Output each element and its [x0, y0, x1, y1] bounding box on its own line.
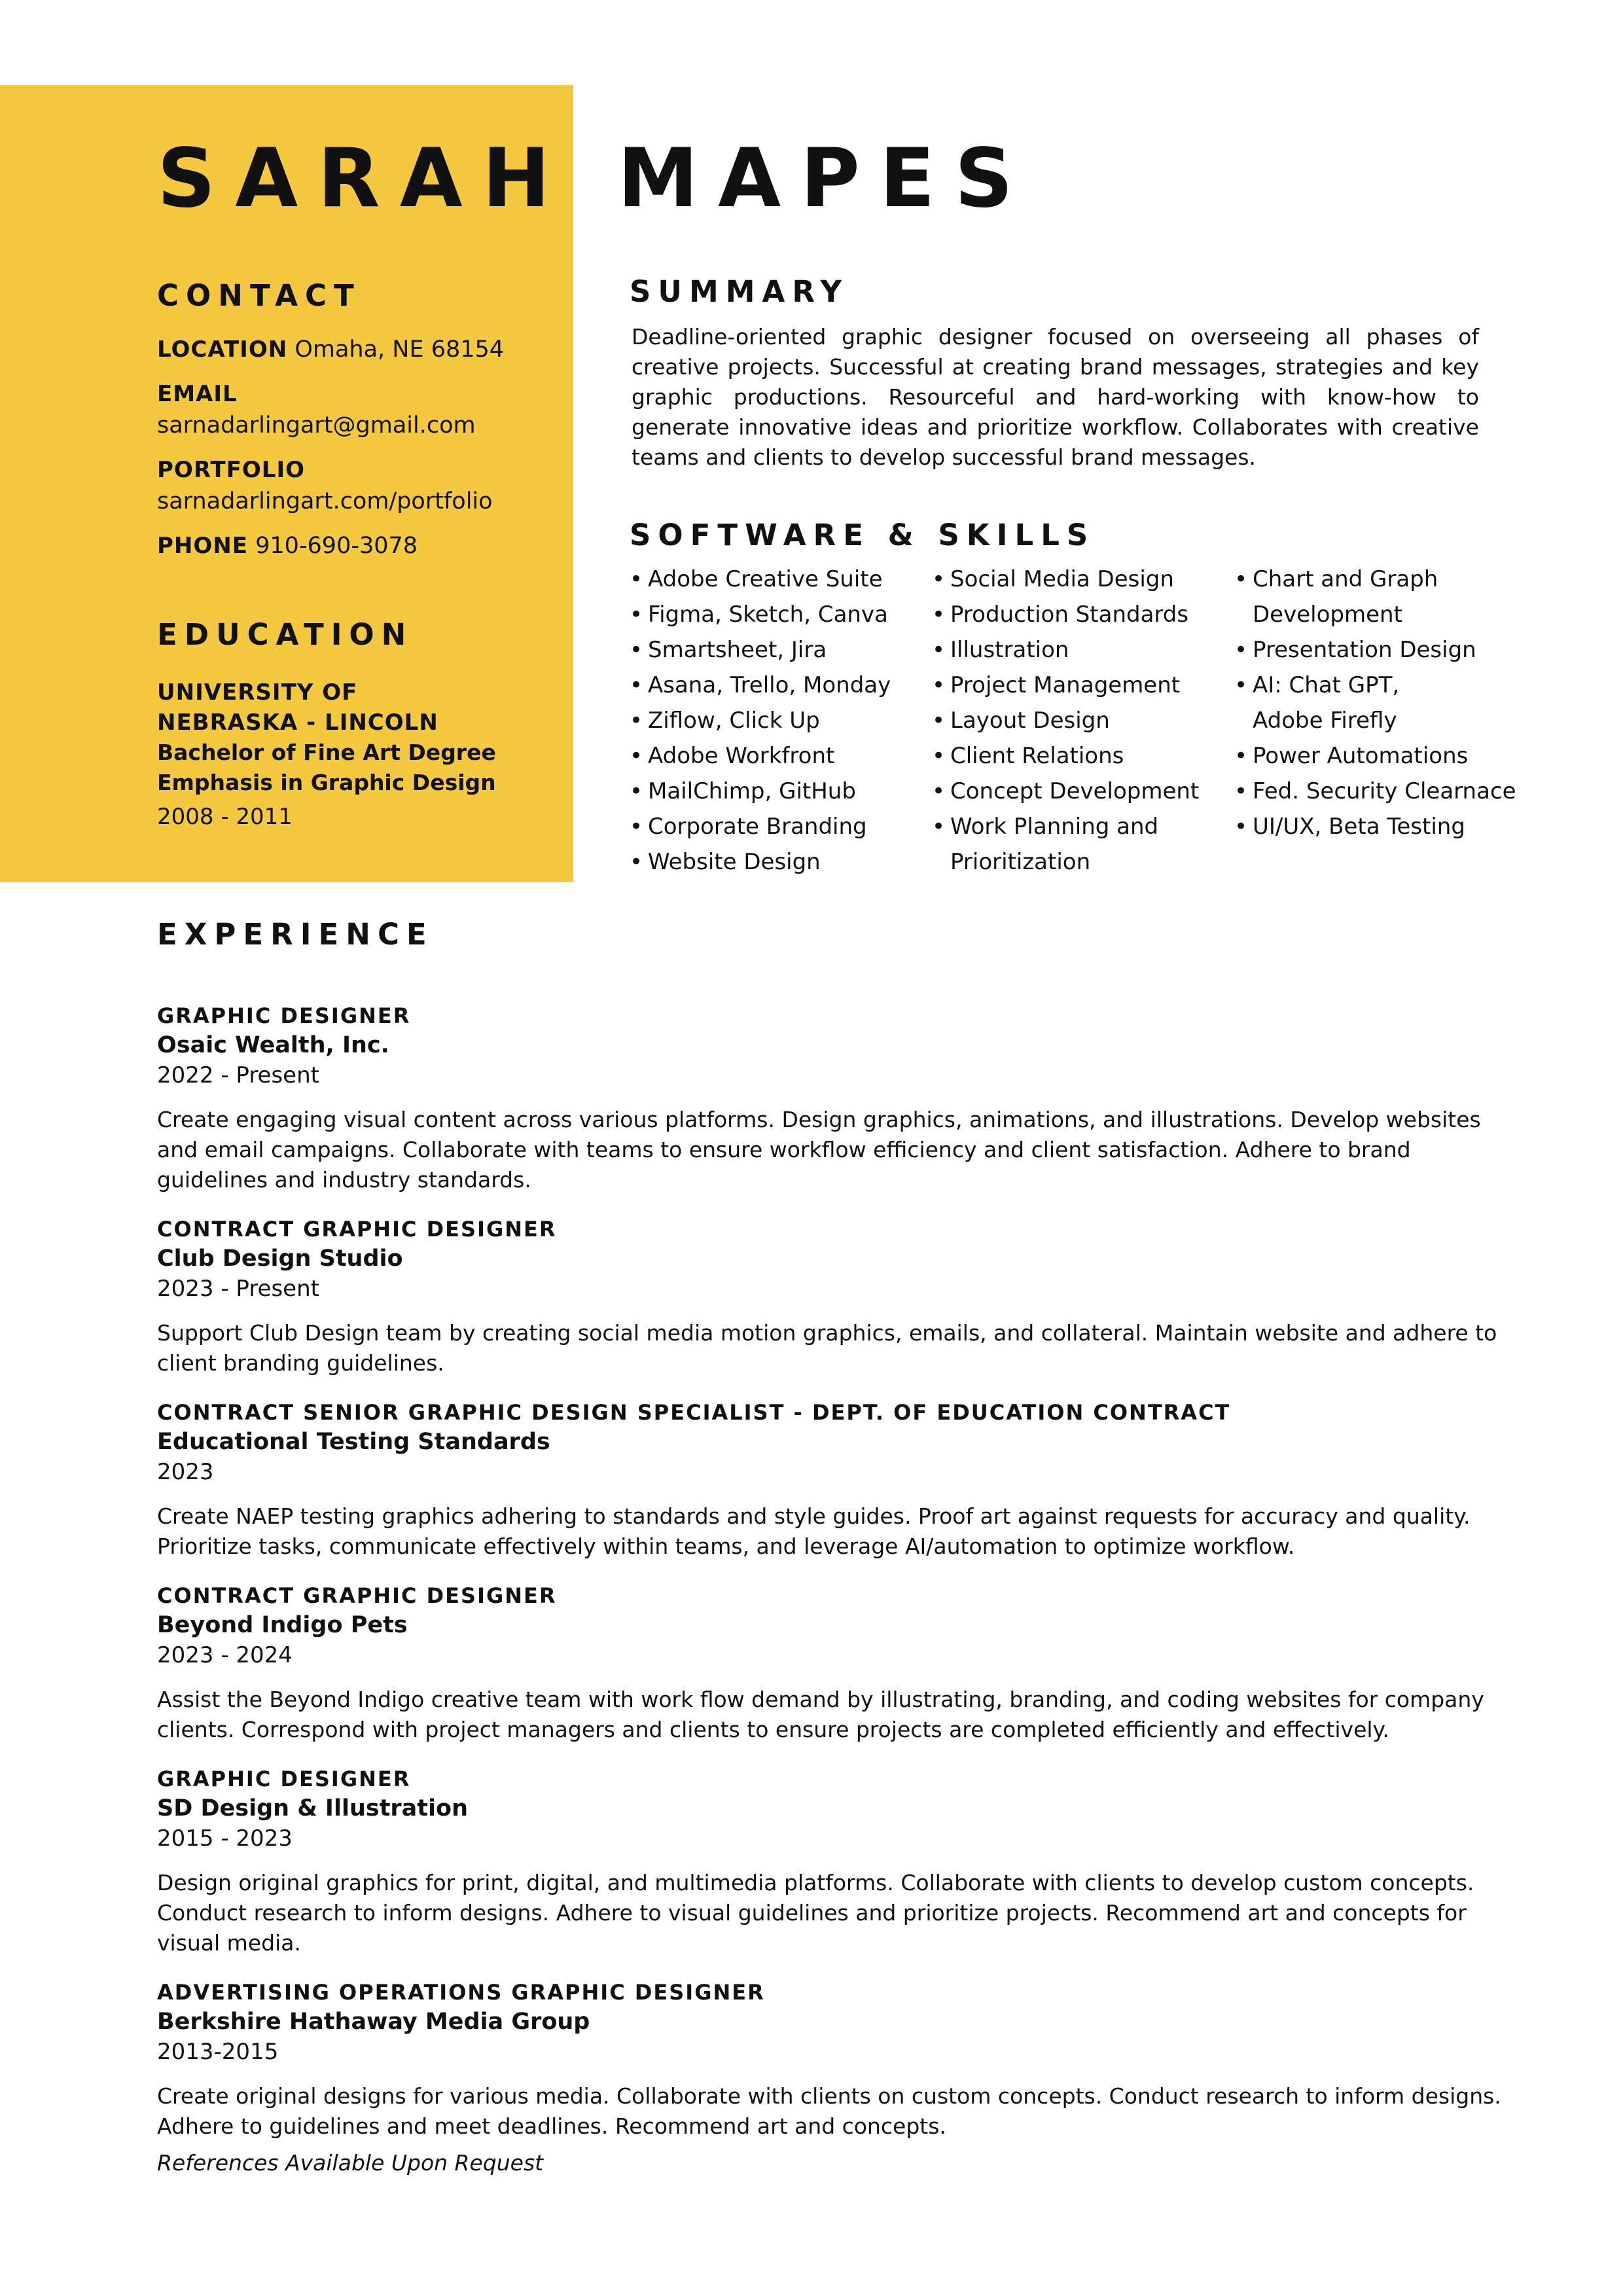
job-years: 2023	[157, 1459, 214, 1485]
skills-column-2	[932, 562, 1234, 880]
job-description: Assist the Beyond Indigo creative team with work flow demand by illustrating, branding, and coding websites for company clients. Correspond with project managers and clients to ensure projects are completed efficiently and effectively.	[157, 1687, 1484, 1742]
email-value[interactable]: sarnadarlingart@gmail.com	[157, 412, 476, 439]
job-company: Educational Testing Standards	[157, 1429, 550, 1455]
experience-heading: EXPERIENCE	[157, 917, 434, 952]
phone-label: PHONE	[157, 533, 248, 559]
contact-heading: CONTACT	[157, 278, 361, 313]
skill-item: • Presentation Design	[1234, 632, 1509, 668]
job-title: GRAPHIC DESIGNER	[157, 1003, 411, 1028]
job-company: Beyond Indigo Pets	[157, 1612, 408, 1638]
job-years: 2023 - Present	[157, 1276, 319, 1302]
portfolio-value[interactable]: sarnadarlingart.com/portfolio	[157, 488, 493, 514]
skill-item: • Website Design	[630, 844, 932, 880]
job-years: 2013-2015	[157, 2039, 279, 2065]
skill-item: • Adobe Workfront	[630, 738, 932, 774]
skill-item: • Layout Design	[932, 703, 1234, 738]
job-entry	[157, 1978, 1518, 2142]
portfolio-label: PORTFOLIO	[157, 457, 306, 483]
skills-columns	[630, 562, 1516, 880]
references-note: References Available Upon Request	[157, 2150, 544, 2176]
university-name: UNIVERSITY OF NEBRASKA - LINCOLN	[157, 679, 438, 736]
skill-item: • Smartsheet, Jira	[630, 632, 932, 668]
skill-item: • Fed. Security Clearnace	[1234, 774, 1509, 809]
job-entry	[157, 1765, 1518, 1958]
skill-item: • Production Standards	[932, 597, 1234, 632]
job-title: CONTRACT GRAPHIC DESIGNER	[157, 1217, 557, 1242]
job-company: Club Design Studio	[157, 1246, 403, 1272]
skill-item: • Concept Development	[932, 774, 1234, 809]
job-years: 2023 - 2024	[157, 1642, 293, 1668]
candidate-name: SARAH MAPES	[157, 132, 1033, 226]
skills-column-3	[1234, 562, 1516, 880]
location-line	[157, 334, 563, 365]
job-description: Create NAEP testing graphics adhering to standards and style guides. Proof art against requests for accuracy and quality. Prioritize tasks, communicate effectively within teams, and leverage AI/automation to optimize workflow.	[157, 1503, 1471, 1559]
education-section	[157, 677, 563, 832]
job-company: SD Design & Illustration	[157, 1795, 468, 1821]
skill-item: • AI: Chat GPT, Adobe Firefly	[1234, 668, 1449, 738]
phone-value[interactable]: 910-690-3078	[255, 533, 418, 559]
job-entry	[157, 1398, 1518, 1562]
skill-item: • Corporate Branding	[630, 809, 932, 844]
job-description: Create original designs for various media. Collaborate with clients on custom concepts. Conduct research to inform designs. Adhere to guidelines and meet deadlines. Recommend art and concepts.	[157, 2083, 1501, 2139]
job-years: 2022 - Present	[157, 1062, 319, 1088]
skill-item: • Asana, Trello, Monday	[630, 668, 932, 703]
job-years: 2015 - 2023	[157, 1825, 293, 1852]
skill-item: • Ziflow, Click Up	[630, 703, 932, 738]
skill-item: • Project Management	[932, 668, 1234, 703]
skill-item: • Figma, Sketch, Canva	[630, 597, 932, 632]
skill-item: • Power Automations	[1234, 738, 1509, 774]
degree-emphasis: Emphasis in Graphic Design	[157, 770, 496, 795]
job-title: CONTRACT SENIOR GRAPHIC DESIGN SPECIALIST - DEPT. OF EDUCATION CONTRACT	[157, 1400, 1231, 1425]
summary-heading: SUMMARY	[630, 274, 849, 309]
summary-text: Deadline-oriented graphic designer focused on overseeing all phases of creative projects. Successful at creating brand messages, strategies and key graphic productions. Resourceful and hard-working with know-how to generate innovative ideas and prioritize workflow. Collaborates with creative teams and clients to develop successful brand messages.	[632, 324, 1479, 470]
location-value: Omaha, NE 68154	[294, 336, 505, 363]
skill-item: • UI/UX, Beta Testing	[1234, 809, 1509, 844]
education-heading: EDUCATION	[157, 617, 414, 652]
job-title: ADVERTISING OPERATIONS GRAPHIC DESIGNER	[157, 1980, 765, 2005]
location-label: LOCATION	[157, 336, 288, 363]
skill-item: • Client Relations	[932, 738, 1234, 774]
skills-heading: SOFTWARE & SKILLS	[630, 518, 1096, 552]
experience-list	[157, 1001, 1518, 2178]
education-years: 2008 - 2011	[157, 804, 293, 830]
job-description: Create engaging visual content across various platforms. Design graphics, animations, and illustrations. Develop websites and email campaigns. Collaborate with teams to ensure workflow efficiency and client satisfaction. Adhere to brand guidelines and industry standards.	[157, 1107, 1481, 1193]
job-company: Osaic Wealth, Inc.	[157, 1032, 389, 1058]
skill-item: • Illustration	[932, 632, 1234, 668]
job-title: CONTRACT GRAPHIC DESIGNER	[157, 1583, 557, 1608]
job-company: Berkshire Hathaway Media Group	[157, 2009, 590, 2035]
job-title: GRAPHIC DESIGNER	[157, 1767, 411, 1791]
job-entry	[157, 1581, 1518, 1745]
email-label: EMAIL	[157, 381, 238, 407]
contact-section	[157, 334, 563, 562]
job-description: Design original graphics for print, digital, and multimedia platforms. Collaborate with clients to develop custom concepts. Conduct research to inform designs. Adhere to visual guidelines and prioritize projects. Recommend art and concepts for visual media.	[157, 1870, 1474, 1956]
skills-column-1	[630, 562, 932, 880]
skill-item: • Work Planning and Prioritization	[932, 809, 1186, 880]
skill-item: • MailChimp, GitHub	[630, 774, 932, 809]
job-entry	[157, 1001, 1518, 1195]
skill-item: • Social Media Design	[932, 562, 1234, 597]
job-description: Support Club Design team by creating social media motion graphics, emails, and collateral. Maintain website and adhere to client branding guidelines.	[157, 1320, 1497, 1376]
phone-line	[157, 530, 563, 562]
skill-item: • Adobe Creative Suite	[630, 562, 932, 597]
skill-item: • Chart and Graph Development	[1234, 562, 1469, 632]
degree: Bachelor of Fine Art Degree	[157, 740, 496, 765]
job-entry	[157, 1215, 1518, 1378]
